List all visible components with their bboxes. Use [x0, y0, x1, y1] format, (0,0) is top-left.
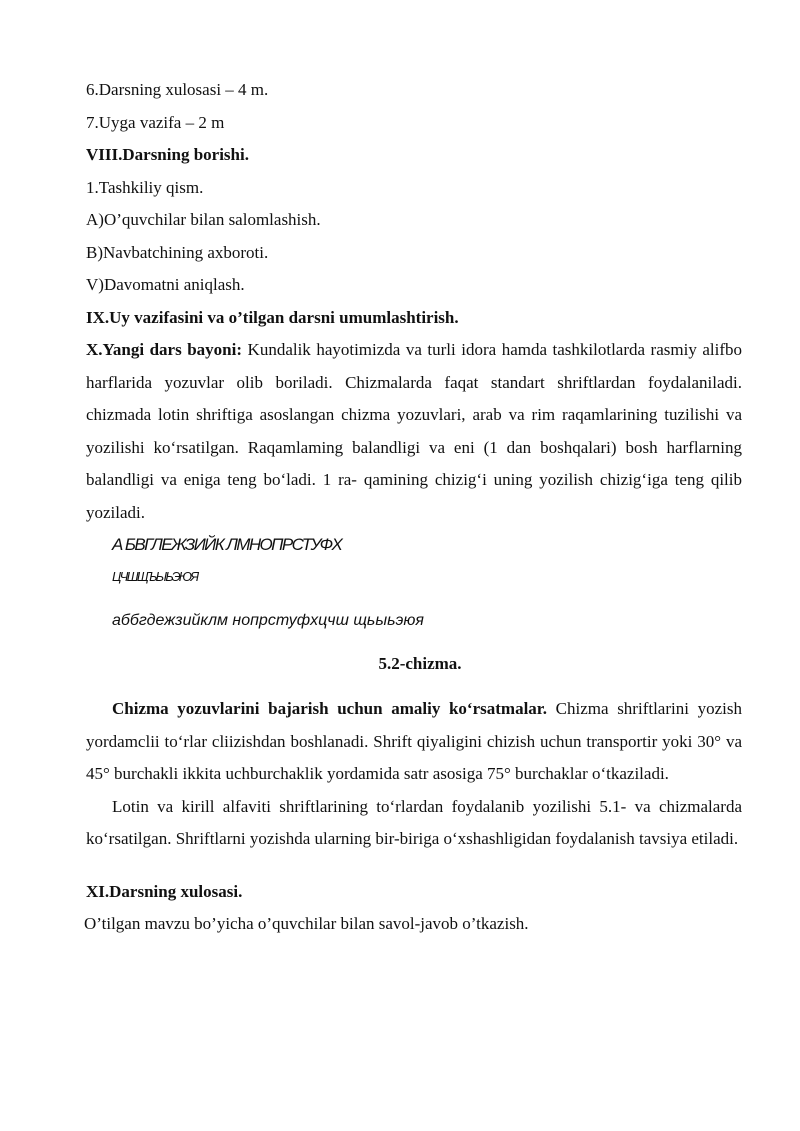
section-heading-xi: XI.Darsning xulosasi.	[86, 881, 243, 901]
figure-caption: 5.2-chizma.	[378, 654, 462, 673]
step-attendance: V)Davomatni aniqlash.	[86, 275, 245, 294]
alphabet-paragraph: Lotin va kirill alfaviti shriftlarining to‘rlardan foydalanib yozilishi 5.1- va chizmalarda ko‘rsatilgan. Shriftlarni yozishda ularning bir-biriga o‘xshashligidan foydalanish tavsiya etiladi.	[86, 796, 742, 848]
step-greeting: A)O’quvchilar bilan salomlashish.	[86, 210, 321, 229]
section-heading-viii: VIII.Darsning borishi.	[86, 145, 249, 164]
figure-uppercase-row-1: А БВГЛЕЖЗИЙК ЛМНОПРСТУФХ	[112, 535, 342, 554]
step-duty-report: B)Navbatchining axboroti.	[86, 242, 269, 262]
conclusion-text: O’tilgan mavzu bo’yicha o’quvchilar bilan savol-javob o’tkazish.	[84, 914, 529, 933]
figure-uppercase-row-2: ЦЧШЩЪЫЬЭЮЯ	[112, 569, 198, 584]
plan-item-6: 6.Darsning xulosasi – 4 m.	[86, 80, 269, 99]
spacer	[86, 856, 742, 876]
spacer	[86, 681, 742, 693]
document-page	[86, 74, 742, 941]
new-topic-paragraph	[86, 334, 742, 529]
section-heading-ix: IX.Uy vazifasini va o’tilgan darsni umumlashtirish.	[86, 307, 459, 327]
practical-text: Chizma shriftlarini yozish yordamclii to‘rlar cliizishdan boshlanadi. Shrift qiyaligini chizish uchun transportir yoki 30° va 45° burchakli ikkita uchburchaklik yordamida satr asosiga 75° burchaklar o‘tkaziladi.	[86, 699, 742, 783]
practical-heading: Chizma yozuvlarini bajarish uchun amaliy ko‘rsatmalar.	[112, 699, 548, 718]
step-organizational: 1.Tashkiliy qism.	[86, 177, 204, 197]
figure-lowercase-row: аббгдежзийклм нопрстуфхцчш щьыьэюя	[112, 612, 424, 629]
new-topic-text: Kundalik hayotimizda va turli idora hamda tashkilotlarda rasmiy alifbo harflarida yozuvlar olib boriladi. Chizmalarda faqat standart shriftlardan foydalaniladi. chizmada lotin shriftiga asoslangan chizma yozuvlari, arab va rim raqamlarining tuzilishi va yozilishi ko‘rsatilgan. Raqamlaming balandligi va eni (1 dan boshqalari) bosh harflarning balandligi va eniga teng bo‘ladi. 1 ra- qamining chizig‘i uning yozilish chizig‘iga teng qilib yoziladi.	[86, 340, 742, 522]
new-topic-heading: X.Yangi dars bayoni:	[86, 340, 243, 359]
practical-paragraph	[86, 693, 742, 791]
plan-item-7: 7.Uyga vazifa – 2 m	[86, 112, 225, 132]
